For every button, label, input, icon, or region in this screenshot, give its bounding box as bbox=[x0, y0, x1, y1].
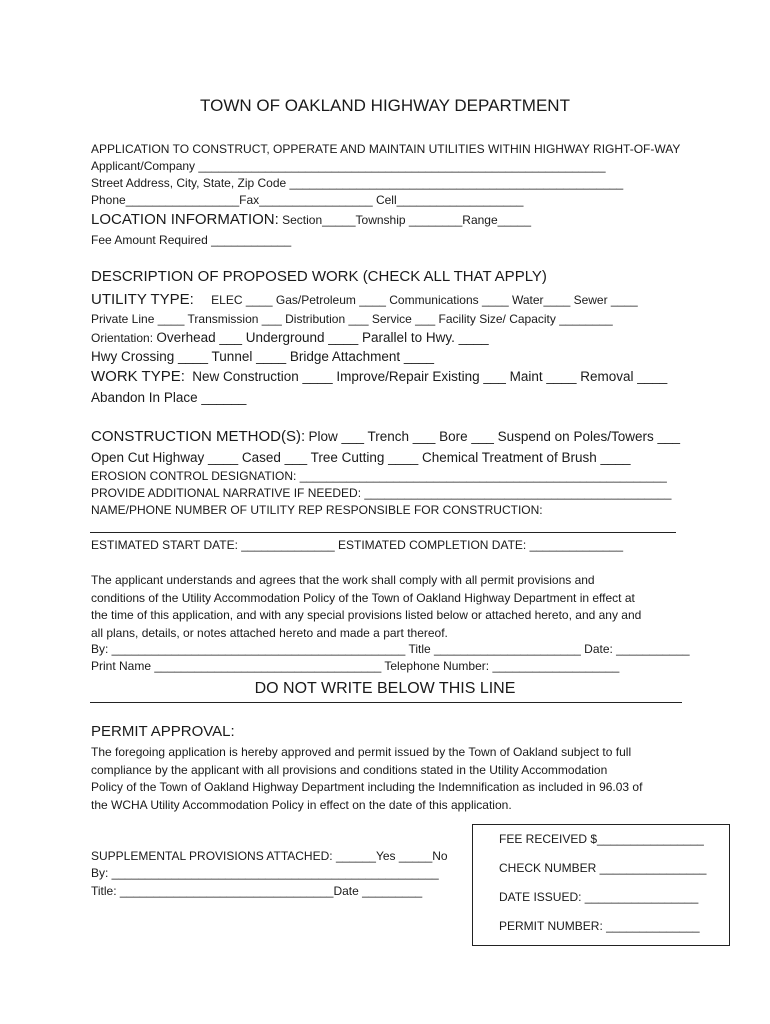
description-heading: DESCRIPTION OF PROPOSED WORK (CHECK ALL THAT APPLY) bbox=[91, 268, 547, 285]
permit-approval-heading: PERMIT APPROVAL: bbox=[91, 723, 235, 740]
agreement-paragraph: The applicant understands and agrees that the work shall comply with all permit provisions and conditions of the Utility Accommodation Policy of the Town of Oakland Highway Department in effect at the time of this application, and with any special provisions listed below or attached hereto, and any and all plans, details, or notes attached hereto and made a part thereof. bbox=[91, 573, 642, 640]
work-type-row bbox=[91, 369, 667, 385]
construction-method-row bbox=[91, 429, 680, 445]
work-type-options[interactable]: New Construction ____ Improve/Repair Existing ___ Maint ____ Removal ____ bbox=[192, 369, 668, 384]
orientation-row bbox=[91, 330, 489, 346]
application-heading: APPLICATION TO CONSTRUCT, OPPERATE AND MAINTAIN UTILITIES WITHIN HIGHWAY RIGHT-OF-WAY bbox=[91, 142, 681, 156]
utility-type-label: UTILITY TYPE: bbox=[91, 291, 194, 308]
applicant-field[interactable]: Applicant/Company _____________________________________________________________ bbox=[91, 159, 606, 173]
private-line-options[interactable]: Private Line ____ Transmission ___ Distribution ___ Service ___ Facility Size/ Capacity ________ bbox=[91, 312, 613, 326]
utility-type-row bbox=[91, 292, 638, 308]
location-information-label: LOCATION INFORMATION: bbox=[91, 211, 279, 228]
signature-title-date-field[interactable]: By: ____________________________________________ Title ______________________ Date: ___________ bbox=[91, 642, 690, 656]
approval-by-field[interactable]: By: _________________________________________________ bbox=[91, 866, 439, 880]
construction-method-options[interactable]: Plow ___ Trench ___ Bore ___ Suspend on Poles/Towers ___ bbox=[308, 429, 680, 444]
open-cut-options[interactable]: Open Cut Highway ____ Cased ___ Tree Cutting ____ Chemical Treatment of Brush ____ bbox=[91, 450, 631, 465]
work-type-label: WORK TYPE: bbox=[91, 368, 185, 385]
check-number-field[interactable]: CHECK NUMBER ________________ bbox=[499, 861, 707, 875]
phone-fax-cell-field[interactable]: Phone_________________Fax_________________ Cell___________________ bbox=[91, 193, 524, 207]
date-issued-field[interactable]: DATE ISSUED: _________________ bbox=[499, 890, 699, 904]
orientation-label: Orientation: bbox=[91, 331, 154, 345]
erosion-control-field[interactable]: EROSION CONTROL DESIGNATION: _______________________________________________________ bbox=[91, 469, 667, 483]
document-title: TOWN OF OAKLAND HIGHWAY DEPARTMENT bbox=[200, 96, 570, 115]
print-name-telephone-field[interactable]: Print Name __________________________________ Telephone Number: ___________________ bbox=[91, 659, 620, 673]
supplemental-provisions-field[interactable]: SUPPLEMENTAL PROVISIONS ATTACHED: ______Yes _____No bbox=[91, 849, 448, 863]
section-township-range-field[interactable]: Section_____Township ________Range_____ bbox=[282, 213, 532, 227]
orientation-options[interactable]: Overhead ___ Underground ____ Parallel to Hwy. ____ bbox=[156, 330, 489, 345]
hwy-crossing-options[interactable]: Hwy Crossing ____ Tunnel ____ Bridge Attachment ____ bbox=[91, 349, 434, 364]
estimated-dates-field[interactable]: ESTIMATED START DATE: ______________ ESTIMATED COMPLETION DATE: ______________ bbox=[91, 538, 624, 552]
construction-method-label: CONSTRUCTION METHOD(S): bbox=[91, 428, 306, 445]
approval-paragraph: The foregoing application is hereby approved and permit issued by the Town of Oakland subject to full compliance by the applicant with all provisions and conditions stated in the Utility Accommodation Policy of the Town of Oakland Highway Department including the Indemnification as included in 96.03 of the WCHA Utility Accommodation Policy in effect on the date of this application. bbox=[91, 745, 643, 812]
utility-type-options[interactable]: ELEC ____ Gas/Petroleum ____ Communications ____ Water____ Sewer ____ bbox=[211, 293, 638, 307]
fee-amount-field[interactable]: Fee Amount Required ____________ bbox=[91, 233, 292, 247]
utility-rep-label: NAME/PHONE NUMBER OF UTILITY REP RESPONSIBLE FOR CONSTRUCTION: bbox=[91, 503, 543, 517]
location-information-row bbox=[91, 212, 531, 228]
office-use-box bbox=[472, 824, 730, 946]
permit-number-field[interactable]: PERMIT NUMBER: ______________ bbox=[499, 919, 700, 933]
do-not-write-notice: DO NOT WRITE BELOW THIS LINE bbox=[254, 680, 516, 697]
narrative-field[interactable]: PROVIDE ADDITIONAL NARRATIVE IF NEEDED: ______________________________________________ bbox=[91, 486, 672, 500]
abandon-in-place-option[interactable]: Abandon In Place ______ bbox=[91, 390, 247, 405]
utility-rep-line[interactable] bbox=[90, 532, 676, 533]
approval-title-date-field[interactable]: Title: ________________________________Date _________ bbox=[91, 884, 423, 898]
separator-line bbox=[90, 702, 682, 703]
street-address-field[interactable]: Street Address, City, State, Zip Code __________________________________________________ bbox=[91, 176, 624, 190]
fee-received-field[interactable]: FEE RECEIVED $________________ bbox=[499, 832, 704, 846]
